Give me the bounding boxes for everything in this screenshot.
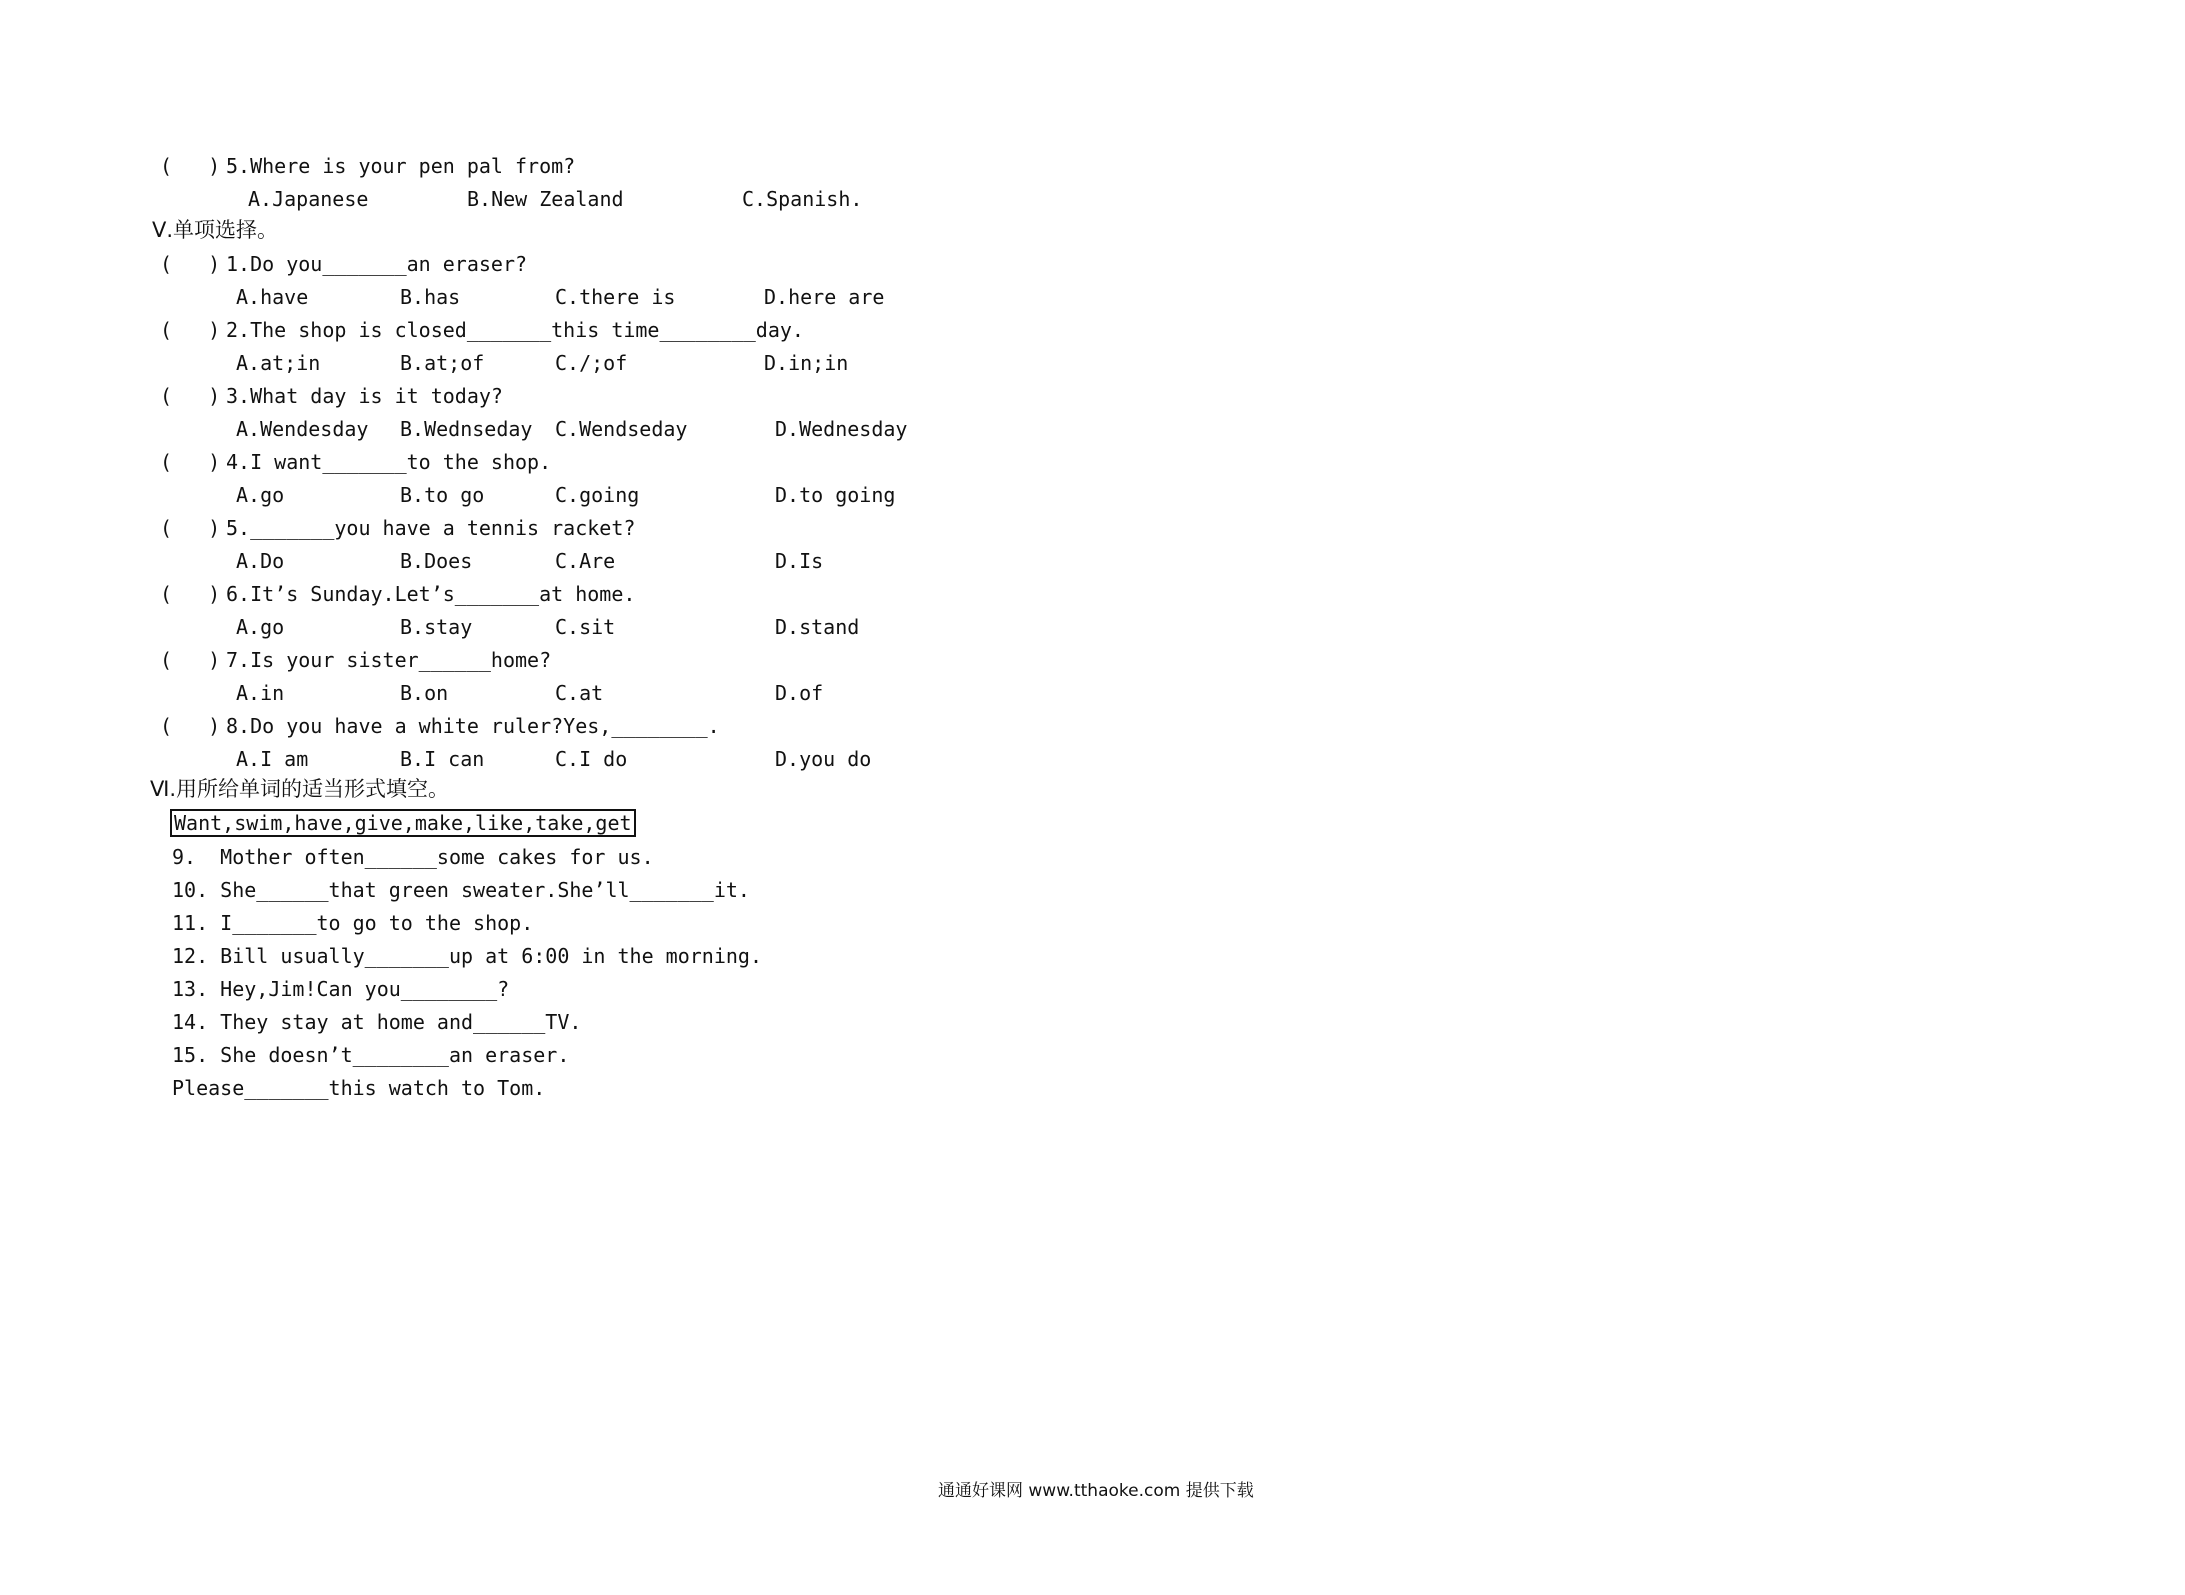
answer-paren: ( ): [160, 450, 221, 474]
option-c: C.going: [555, 483, 640, 507]
option-d: D.in;in: [764, 351, 849, 375]
section-heading: Ⅴ.单项选择。: [152, 218, 279, 242]
option-a: A.at;in: [236, 351, 321, 375]
option-b: B.stay: [400, 615, 473, 639]
option-d: D.stand: [775, 615, 860, 639]
question-text: 1.Do you_______an eraser?: [226, 252, 528, 276]
option-c: C./;of: [555, 351, 628, 375]
answer-paren: ( ): [160, 582, 221, 606]
option-a: A.go: [236, 615, 285, 639]
option-a: A.Do: [236, 549, 285, 573]
word-bank-box: Want,swim,have,give,make,like,take,get: [170, 809, 636, 837]
option-a: A.Japanese: [248, 187, 369, 211]
fill-item: 12. Bill usually_______up at 6:00 in the morning.: [172, 944, 763, 968]
question-text: 4.I want_______to the shop.: [226, 450, 552, 474]
option-d: D.you do: [775, 747, 872, 771]
fill-item: 11. I_______to go to the shop.: [172, 911, 534, 935]
option-a: A.Wendesday: [236, 417, 369, 441]
option-b: B.has: [400, 285, 461, 309]
option-b: B.Wednseday: [400, 417, 533, 441]
option-b: B.at;of: [400, 351, 485, 375]
option-b: B.Does: [400, 549, 473, 573]
answer-paren: ( ): [160, 154, 221, 178]
option-c: C.Wendseday: [555, 417, 688, 441]
option-d: D.Is: [775, 549, 824, 573]
option-c: C.Spanish.: [742, 187, 863, 211]
answer-paren: ( ): [160, 252, 221, 276]
option-c: C.Are: [555, 549, 616, 573]
fill-item: 14. They stay at home and______TV.: [172, 1010, 582, 1034]
fill-item: 13. Hey,Jim!Can you________?: [172, 977, 510, 1001]
question-text: 3.What day is it today?: [226, 384, 503, 408]
option-c: C.I do: [555, 747, 628, 771]
option-d: D.of: [775, 681, 824, 705]
question-text: 5.Where is your pen pal from?: [226, 154, 576, 178]
option-a: A.I am: [236, 747, 309, 771]
fill-item: 9. Mother often______some cakes for us.: [172, 845, 654, 869]
question-text: 2.The shop is closed_______this time________day.: [226, 318, 804, 342]
fill-item: Please_______this watch to Tom.: [172, 1076, 546, 1100]
option-d: D.here are: [764, 285, 885, 309]
option-a: A.in: [236, 681, 285, 705]
option-c: C.sit: [555, 615, 616, 639]
fill-item: 15. She doesn’t________an eraser.: [172, 1043, 570, 1067]
option-b: B.I can: [400, 747, 485, 771]
option-b: B.to go: [400, 483, 485, 507]
option-b: B.on: [400, 681, 449, 705]
section-heading: Ⅵ.用所给单词的适当形式填空。: [150, 777, 450, 801]
answer-paren: ( ): [160, 516, 221, 540]
option-a: A.go: [236, 483, 285, 507]
answer-paren: ( ): [160, 318, 221, 342]
option-c: C.at: [555, 681, 604, 705]
question-text: 5._______you have a tennis racket?: [226, 516, 636, 540]
answer-paren: ( ): [160, 714, 221, 738]
option-a: A.have: [236, 285, 309, 309]
option-c: C.there is: [555, 285, 676, 309]
answer-paren: ( ): [160, 384, 221, 408]
answer-paren: ( ): [160, 648, 221, 672]
footer-source-text: 通通好课网 www.tthaoke.com 提供下载: [938, 1481, 1254, 1501]
fill-item: 10. She______that green sweater.She’ll_______it.: [172, 878, 750, 902]
option-d: D.to going: [775, 483, 896, 507]
question-text: 6.It’s Sunday.Let’s_______at home.: [226, 582, 636, 606]
option-b: B.New Zealand: [467, 187, 624, 211]
question-text: 8.Do you have a white ruler?Yes,________.: [226, 714, 720, 738]
option-d: D.Wednesday: [775, 417, 908, 441]
question-text: 7.Is your sister______home?: [226, 648, 552, 672]
